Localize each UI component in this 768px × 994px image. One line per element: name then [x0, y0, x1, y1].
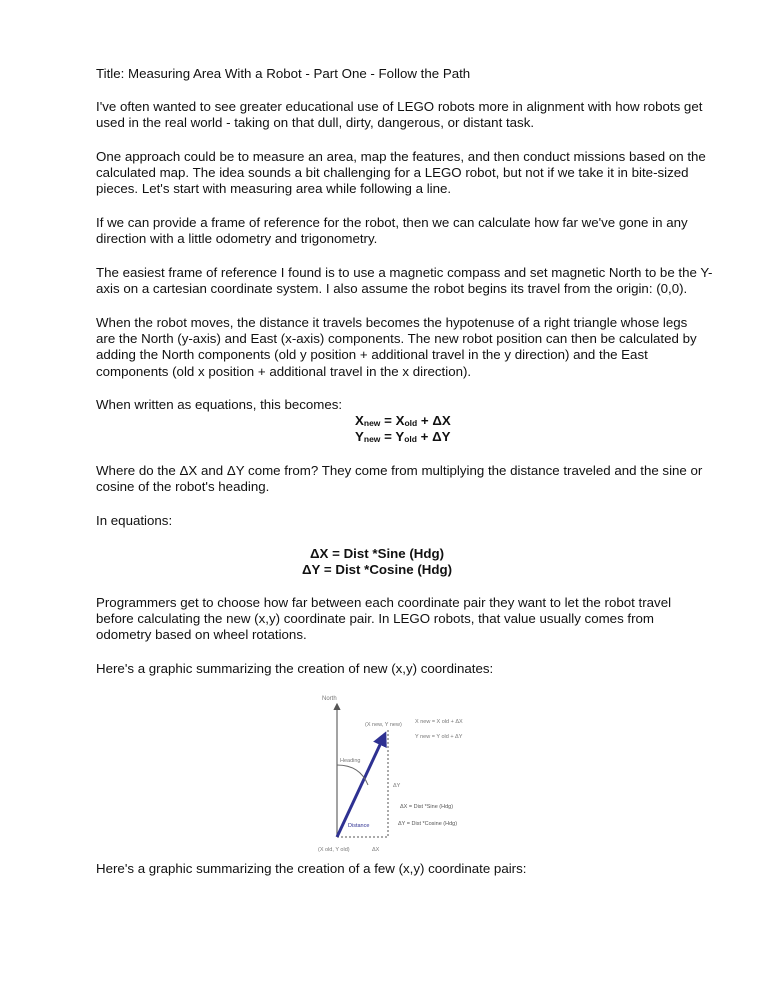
paragraph [96, 595, 696, 644]
text-line: odometry based on wheel rotations. [96, 627, 307, 643]
paragraph [96, 265, 713, 297]
text-line: Title: Measuring Area With a Robot - Part One - Follow the Path [96, 66, 471, 81]
heading-label: Heading [340, 758, 361, 764]
text-line: In equations: [96, 513, 173, 528]
text-line: The easiest frame of reference I found is to use a magnetic compass and set magnetic North to be the Y- [96, 265, 713, 280]
text-line: used in the real world - taking on that dull, dirty, dangerous, or distant task. [96, 115, 535, 131]
text-line: If we can provide a frame of reference for the robot, then we can calculate how far we've gone in any [96, 215, 688, 230]
equation-delta-x: ΔX = Dist *Sine (Hdg) [310, 546, 445, 561]
text-line: Here's a graphic summarizing the creation of a few (x,y) coordinate pairs: [96, 861, 527, 876]
paragraph [96, 513, 696, 529]
text-line: When the robot moves, the distance it travels becomes the hypotenuse of a right triangle whose legs [96, 315, 688, 330]
text-line: components (old x position + additional travel in the x direction). [96, 363, 472, 379]
text-line: pieces. Let's start with measuring area while following a line. [96, 181, 452, 197]
text-line: Here's a graphic summarizing the creation of new (x,y) coordinates: [96, 661, 494, 676]
distance-label: Distance [348, 823, 370, 829]
equation-delta-y: ΔY = Dist *Cosine (Hdg) [302, 562, 453, 577]
paragraph [96, 661, 696, 677]
old-point-label: (X old, Y old) [318, 847, 350, 853]
equation-y-new: $Y_{new} = Y_{old} + \Delta Y$ [355, 429, 451, 444]
text-line: Programmers get to choose how far between each coordinate pair they want to let the robot travel [96, 595, 672, 610]
diagram-eq-y: Y new = Y old + ΔY [415, 734, 463, 740]
text-line: axis on a cartesian coordinate system. I also assume the robot begins its travel from the origin: (0,0). [96, 281, 688, 297]
equation-x-new: $X_{new} = X_{old} + \Delta X$ [355, 413, 451, 428]
paragraph [96, 397, 696, 413]
paragraph [96, 861, 696, 877]
diagram-eq-dy: ΔY = Dist *Cosine (Hdg) [398, 821, 458, 827]
new-point-label: (X new, Y new) [365, 722, 402, 728]
delta-x-label: ΔX [372, 847, 380, 853]
text-line: One approach could be to measure an area, map the features, and then conduct missions based on the [96, 149, 706, 164]
text-line: When written as equations, this becomes: [96, 397, 343, 412]
document-title [96, 66, 696, 82]
paragraph [96, 315, 696, 380]
paragraph [96, 215, 696, 247]
delta-y-label: ΔY [393, 783, 401, 789]
text-line: are the North (y-axis) and East (x-axis) components. The new robot position can then be calculated by [96, 331, 697, 347]
text-line: Where do the ΔX and ΔY come from? They come from multiplying the distance traveled and the sine or [96, 463, 703, 478]
text-line: I've often wanted to see greater educational use of LEGO robots more in alignment with how robots get [96, 99, 703, 114]
paragraph [96, 463, 703, 495]
paragraph [96, 149, 706, 198]
coordinate-diagram [310, 690, 490, 855]
text-line: adding the North components (old y position + additional travel in the y direction) and the East [96, 347, 648, 363]
north-label: North [322, 696, 337, 702]
diagram-eq-x: X new = X old + ΔX [415, 719, 463, 725]
text-line: calculated map. The idea sounds a bit challenging for a LEGO robot, but not if we take it in bite-sized [96, 165, 689, 181]
text-line: direction with a little odometry and trigonometry. [96, 231, 378, 247]
text-line: before calculating the new (x,y) coordinate pair. In LEGO robots, that value usually comes from [96, 611, 655, 627]
distance-arrow [337, 734, 385, 837]
diagram-eq-dx: ΔX = Dist *Sine (Hdg) [400, 804, 454, 810]
text-line: cosine of the robot's heading. [96, 479, 270, 495]
paragraph [96, 99, 703, 131]
